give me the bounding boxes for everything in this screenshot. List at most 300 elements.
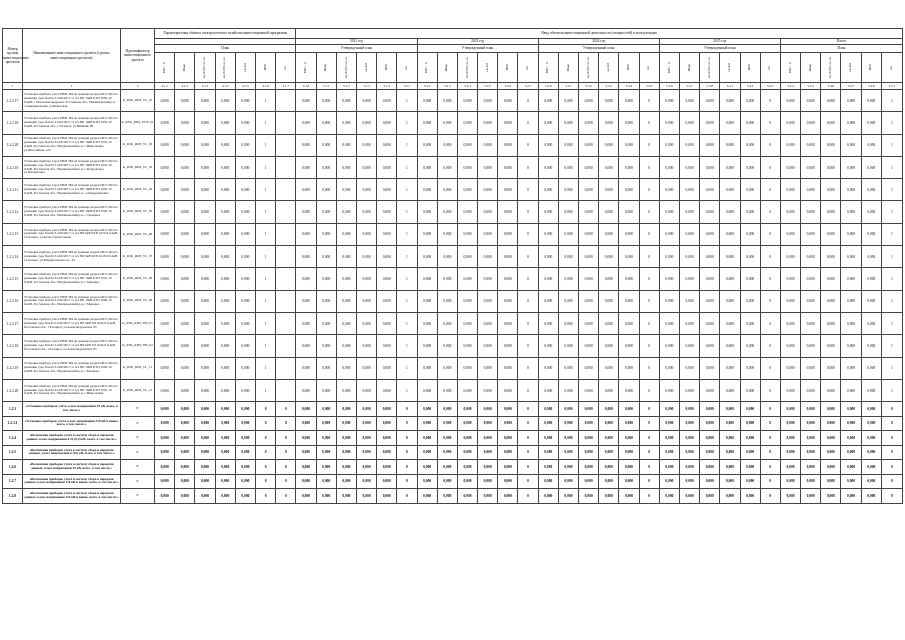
row-value: 0,000: [538, 312, 558, 334]
row-value: 0,000: [821, 246, 841, 268]
row-value: 0,000: [155, 156, 175, 178]
sub-header-label: МВт: [383, 64, 388, 71]
table-row: [3, 402, 903, 417]
row-value: 0,000: [296, 201, 316, 223]
row-value: 0,000: [377, 402, 397, 417]
row-value: 0,000: [336, 402, 356, 417]
row-value: 0,000: [356, 379, 376, 401]
row-value: 0: [639, 357, 659, 379]
row-value: 1: [881, 335, 902, 357]
row-code: 1.2.2.20: [3, 379, 23, 401]
row-value: 0,000: [215, 402, 235, 417]
row-value: 0,000: [336, 268, 356, 290]
table-row: [3, 474, 903, 489]
sub-header: [659, 53, 679, 83]
fact-label: Утвержденный план: [296, 45, 417, 53]
row-value: 0,000: [659, 246, 679, 268]
row-value: 0,000: [498, 90, 518, 112]
row-value: 0,000: [478, 112, 498, 134]
row-value: 0,000: [478, 312, 498, 334]
row-value: 0,000: [296, 134, 316, 156]
row-value: 0,000: [215, 335, 235, 357]
column-number: 5.4.4: [780, 83, 800, 90]
row-value: 0,000: [437, 112, 457, 134]
column-number: 4.1.1: [155, 83, 175, 90]
row-value: 0: [639, 431, 659, 446]
row-value: 0,000: [720, 179, 740, 201]
row-value: 0,000: [720, 201, 740, 223]
row-value: 0,000: [740, 460, 760, 475]
row-value: 0,000: [478, 416, 498, 431]
row-value: 0,000: [195, 416, 215, 431]
row-value: 0,000: [356, 335, 376, 357]
row-value: 0: [397, 416, 417, 431]
row-value: 0,000: [538, 431, 558, 446]
row-value: 0,000: [599, 268, 619, 290]
column-number: 4.1.4: [215, 83, 235, 90]
row-value: 0,000: [498, 179, 518, 201]
row-value: 1: [256, 134, 276, 156]
row-value: 0,000: [417, 179, 437, 201]
row-value: 0,000: [720, 268, 740, 290]
row-value: 0,000: [478, 445, 498, 460]
row-value: 0,000: [235, 223, 255, 245]
row-value: 0,000: [316, 489, 336, 504]
sub-header: [821, 53, 841, 83]
sub-header-label: км ЛЭП 1-го кл: [343, 56, 348, 79]
column-number: 5.2.1: [397, 83, 417, 90]
row-value: 0,000: [861, 379, 881, 401]
row-value: 0,000: [619, 112, 639, 134]
row-id: Г: [121, 416, 155, 431]
row-value: 0: [881, 416, 902, 431]
row-value: 0,000: [195, 489, 215, 504]
table-row: [3, 223, 903, 245]
row-value: 0,000: [558, 312, 578, 334]
row-value: 0,000: [377, 268, 397, 290]
row-value: 1: [256, 246, 276, 268]
row-value: 1: [881, 223, 902, 245]
row-value: 0: [256, 431, 276, 446]
row-code: 1.2.5: [3, 445, 23, 460]
row-value: 1: [397, 112, 417, 134]
row-value: 0,000: [821, 445, 841, 460]
row-value: 0,000: [538, 474, 558, 489]
row-value: 0,000: [579, 489, 599, 504]
table-row: [3, 290, 903, 312]
row-value: 0,000: [579, 112, 599, 134]
row-value: 0,000: [316, 402, 336, 417]
row-value: 0,000: [579, 223, 599, 245]
sub-header-label: км КЛ: [727, 63, 732, 72]
row-value: 0,000: [841, 474, 861, 489]
row-value: 0: [518, 134, 538, 156]
table-row: [3, 416, 903, 431]
row-value: 0: [639, 268, 659, 290]
row-id: K_RSK_RIM_VL_07: [121, 246, 155, 268]
row-value: 0,000: [437, 223, 457, 245]
row-value: 0,000: [558, 489, 578, 504]
row-value: 0,000: [478, 223, 498, 245]
table-row: [3, 460, 903, 475]
row-value: 0,000: [679, 312, 699, 334]
row-value: 0: [276, 460, 296, 475]
row-value: [276, 312, 296, 334]
row-value: 0,000: [195, 246, 215, 268]
row-value: 0,000: [801, 312, 821, 334]
row-value: 0,000: [457, 246, 477, 268]
row-code: 1.2.6: [3, 460, 23, 475]
row-value: 0,000: [296, 112, 316, 134]
row-value: 0,000: [821, 201, 841, 223]
row-value: 1: [881, 156, 902, 178]
sub-header-label: МВт: [747, 64, 752, 71]
column-number: 5.4.2: [740, 83, 760, 90]
row-value: 0,000: [437, 290, 457, 312]
row-value: 0,000: [478, 335, 498, 357]
sub-header-label: шт: [282, 65, 287, 70]
row-value: 0,000: [579, 416, 599, 431]
row-value: 0,000: [498, 402, 518, 417]
row-value: 0,000: [659, 489, 679, 504]
row-value: 0,000: [619, 489, 639, 504]
row-value: 0: [760, 402, 780, 417]
row-value: 0,000: [457, 357, 477, 379]
row-value: 0,000: [498, 134, 518, 156]
row-value: 0,000: [538, 489, 558, 504]
row-value: 0,000: [498, 431, 518, 446]
row-value: 0,000: [175, 223, 195, 245]
row-value: 0,000: [740, 223, 760, 245]
row-value: 0,000: [175, 90, 195, 112]
year-header: Итого: [780, 39, 902, 45]
row-value: 0: [760, 156, 780, 178]
row-value: 0,000: [740, 335, 760, 357]
row-value: 0,000: [821, 156, 841, 178]
row-value: 0: [639, 474, 659, 489]
row-value: 0,000: [235, 379, 255, 401]
row-value: 0,000: [155, 431, 175, 446]
row-value: 1: [881, 379, 902, 401]
row-value: 0: [760, 431, 780, 446]
row-value: 0: [518, 431, 538, 446]
row-value: 0,000: [316, 223, 336, 245]
row-value: 0,000: [155, 379, 175, 401]
row-value: 0,000: [195, 445, 215, 460]
sub-header-label: км ЛЭП 1-го кл: [464, 56, 469, 79]
row-value: 0: [760, 416, 780, 431]
table-row: [3, 379, 903, 401]
row-value: 0,000: [679, 460, 699, 475]
row-code: 1.2.2.17: [3, 90, 23, 112]
row-value: [276, 112, 296, 134]
row-code: 1.2.2.11: [3, 179, 23, 201]
row-value: 0,000: [679, 357, 699, 379]
row-value: 0,000: [619, 379, 639, 401]
row-value: 0: [639, 445, 659, 460]
row-value: 0,000: [175, 201, 195, 223]
row-value: 0,000: [175, 335, 195, 357]
row-value: 0,000: [175, 431, 195, 446]
row-value: 0: [639, 179, 659, 201]
row-value: 0,000: [478, 489, 498, 504]
row-value: 0,000: [780, 474, 800, 489]
row-value: 0,000: [599, 460, 619, 475]
row-name: Установка прибора учета РИМ 384 на границе раздела БП СОО по решению суда №А32-31416/2017 от в/ч ВЛ 10кВ КТП 1001-10 0,4кВ, Ростовская обл., Неклиновский р-н, с.Николаевка: [23, 379, 121, 401]
row-value: 0: [518, 402, 538, 417]
row-value: 0,000: [538, 357, 558, 379]
row-value: 0,000: [437, 246, 457, 268]
row-value: 0,000: [780, 379, 800, 401]
row-value: 0,000: [175, 474, 195, 489]
row-value: 0,000: [780, 156, 800, 178]
row-value: 0,000: [175, 489, 195, 504]
row-value: 0,000: [437, 90, 457, 112]
row-value: 0,000: [861, 474, 881, 489]
row-value: 0,000: [780, 90, 800, 112]
row-value: 0,000: [235, 90, 255, 112]
row-value: 0,000: [780, 335, 800, 357]
row-value: 0,000: [599, 357, 619, 379]
row-value: 0,000: [175, 156, 195, 178]
row-value: 0,000: [841, 357, 861, 379]
row-value: 0,000: [861, 112, 881, 134]
row-value: 0,000: [356, 201, 376, 223]
row-value: 0,000: [720, 90, 740, 112]
row-value: 0,000: [215, 379, 235, 401]
sub-header: [195, 53, 215, 83]
row-value: 0,000: [155, 223, 175, 245]
col-group-header: Номер группы инвестиционных проектов: [3, 29, 23, 83]
row-value: 0,000: [579, 460, 599, 475]
row-value: 0,000: [801, 179, 821, 201]
row-value: 0: [518, 416, 538, 431]
row-value: 0: [518, 246, 538, 268]
row-value: 0,000: [801, 402, 821, 417]
row-value: 0,000: [437, 335, 457, 357]
row-value: 0,000: [437, 489, 457, 504]
row-value: 0,000: [538, 179, 558, 201]
row-value: 0,000: [457, 290, 477, 312]
row-value: 0,000: [356, 156, 376, 178]
row-id: Г: [121, 460, 155, 475]
row-value: 0: [518, 357, 538, 379]
row-value: 0,000: [377, 290, 397, 312]
row-value: 0,000: [558, 379, 578, 401]
row-value: 0,000: [316, 357, 336, 379]
row-value: 0,000: [235, 156, 255, 178]
column-number: 4.1.2: [175, 83, 195, 90]
row-name: «Установка приборов учета, класс напряжения 35 кВ, всего, в том числе:»: [23, 402, 121, 417]
column-number: 4.1.6: [256, 83, 276, 90]
column-number: 4.1.3: [195, 83, 215, 90]
row-value: 0: [518, 223, 538, 245]
row-value: 0,000: [175, 357, 195, 379]
row-value: 0,000: [336, 460, 356, 475]
row-value: 0,000: [679, 179, 699, 201]
row-value: 0,000: [538, 201, 558, 223]
row-value: 0,000: [740, 402, 760, 417]
row-value: [276, 134, 296, 156]
sub-header: [478, 53, 498, 83]
column-number: 5.3.7: [679, 83, 699, 90]
sub-header: [780, 53, 800, 83]
table-row: [3, 357, 903, 379]
row-value: 0: [639, 460, 659, 475]
row-value: 0,000: [861, 335, 881, 357]
row-value: 0,000: [599, 489, 619, 504]
row-name: Установка прибора учета РИМ 384 на границе раздела БП СОО по решению суда №А32-31416/2017 от в/ч ВЛ 10кВ КТП 1019-10 0,4кВ, Ростовская обл., Неклиновский р-н, с.Николаевка, ул.Шоссейная, 124: [23, 134, 121, 156]
col-name-header: Наименование инвестиционного проекта (группы инвестиционных проектов): [23, 29, 121, 83]
row-name: «Включение приборов учета в систему сбора и передачи данных, класс напряжения 6 (10) кВ, всего, в том числе:»: [23, 445, 121, 460]
row-value: 0,000: [599, 431, 619, 446]
row-value: 1: [881, 201, 902, 223]
row-value: 1: [256, 268, 276, 290]
row-id: Г: [121, 474, 155, 489]
row-value: 0,000: [579, 246, 599, 268]
row-value: 0,000: [498, 474, 518, 489]
row-value: 0,000: [861, 290, 881, 312]
row-value: 0,000: [377, 179, 397, 201]
row-value: 0: [518, 474, 538, 489]
row-value: 0,000: [700, 268, 720, 290]
sub-header-label: МВ×А: [787, 61, 792, 74]
table-row: [3, 134, 903, 156]
row-value: 0,000: [478, 246, 498, 268]
row-value: 0,000: [175, 246, 195, 268]
row-value: 0,000: [619, 312, 639, 334]
row-value: [276, 357, 296, 379]
row-value: 0,000: [195, 156, 215, 178]
row-value: 0: [639, 112, 659, 134]
row-value: 0,000: [377, 357, 397, 379]
row-value: 0,000: [336, 489, 356, 504]
row-value: 0,000: [417, 474, 437, 489]
row-value: 0,000: [720, 489, 740, 504]
row-value: 0,000: [478, 290, 498, 312]
row-value: 0: [760, 460, 780, 475]
sub-header-label: МВ×А: [545, 61, 550, 74]
row-value: 0,000: [599, 335, 619, 357]
row-value: 0,000: [599, 112, 619, 134]
row-value: 0,000: [599, 290, 619, 312]
row-value: 0,000: [498, 416, 518, 431]
row-value: 0,000: [841, 290, 861, 312]
row-value: 0,000: [356, 445, 376, 460]
row-value: 0,000: [599, 134, 619, 156]
row-name: «Включение приборов учета в систему сбора и передачи данных, класс напряжения 35 кВ, всего, в том числе:»: [23, 460, 121, 475]
row-value: 0,000: [861, 90, 881, 112]
row-value: 0,000: [336, 312, 356, 334]
sub-header: [679, 53, 699, 83]
row-value: 0,000: [720, 223, 740, 245]
row-value: 0,000: [478, 268, 498, 290]
row-value: 0,000: [377, 460, 397, 475]
row-id: K_RSK_RIM_VL_05: [121, 201, 155, 223]
row-value: 0,000: [437, 474, 457, 489]
row-value: 0,000: [377, 416, 397, 431]
column-number: 3: [121, 83, 155, 90]
row-value: 0,000: [619, 445, 639, 460]
year-header: 2022 год: [417, 39, 538, 45]
row-value: 0,000: [316, 445, 336, 460]
row-value: 0: [518, 335, 538, 357]
row-value: 0,000: [861, 134, 881, 156]
sub-header-label: км КЛ: [605, 63, 610, 72]
year-header: 2024 год: [538, 39, 659, 45]
row-value: 0,000: [498, 379, 518, 401]
row-value: 0,000: [336, 290, 356, 312]
row-value: 0,000: [457, 402, 477, 417]
row-value: 0: [518, 268, 538, 290]
row-value: 0,000: [740, 445, 760, 460]
row-value: 1: [397, 357, 417, 379]
row-value: 0,000: [417, 431, 437, 446]
row-value: 0,000: [336, 357, 356, 379]
row-name: Установка прибора учета РИМ 384 на границе раздела БП СОО по решению суда №А32-31416/2017 от в/ч ВЛ 10кВ КТП 1005-10 0,4кВ, Ростовская обл., Неклиновский р-н, с.Троицкое: [23, 201, 121, 223]
row-value: 0,000: [679, 402, 699, 417]
row-value: 0,000: [700, 489, 720, 504]
row-value: 0,000: [235, 179, 255, 201]
row-value: 0,000: [599, 223, 619, 245]
row-value: 0,000: [801, 246, 821, 268]
row-value: 0,000: [195, 335, 215, 357]
row-value: 0,000: [720, 112, 740, 134]
sub-header: [235, 53, 255, 83]
row-value: 0,000: [175, 179, 195, 201]
row-value: 0,000: [720, 246, 740, 268]
row-value: 0,000: [700, 402, 720, 417]
row-value: 0,000: [336, 445, 356, 460]
row-value: 0,000: [579, 379, 599, 401]
row-value: 0,000: [336, 379, 356, 401]
row-value: 0,000: [599, 246, 619, 268]
sub-header-label: км ЛЭП 2-го кл: [222, 56, 227, 79]
row-value: 0,000: [599, 402, 619, 417]
row-value: 0,000: [558, 112, 578, 134]
row-value: 0,000: [740, 201, 760, 223]
row-value: 0,000: [801, 290, 821, 312]
row-value: 0,000: [195, 312, 215, 334]
row-value: 0,000: [821, 402, 841, 417]
row-value: 0,000: [558, 357, 578, 379]
column-number: 5.3.6: [659, 83, 679, 90]
row-value: 0: [760, 357, 780, 379]
row-value: 0,000: [740, 134, 760, 156]
row-value: 0,000: [679, 246, 699, 268]
column-number: 5.2.8: [538, 83, 558, 90]
row-value: 0,000: [841, 445, 861, 460]
sub-header: [175, 53, 195, 83]
row-value: 0,000: [457, 268, 477, 290]
row-value: 0: [881, 474, 902, 489]
row-value: 0,000: [821, 357, 841, 379]
row-value: 0,000: [780, 112, 800, 134]
row-value: 0,000: [195, 134, 215, 156]
row-value: 0,000: [659, 402, 679, 417]
row-name: «Включение приборов учета в систему сбора и передачи данных, класс напряжения 110 кВ и выше, всего, в том числе:»: [23, 474, 121, 489]
row-value: 0,000: [377, 312, 397, 334]
row-value: 0,000: [336, 112, 356, 134]
row-code: 1.2.2.14: [3, 246, 23, 268]
row-value: 0,000: [195, 223, 215, 245]
row-id: K_RSK_RIM_VL_11: [121, 357, 155, 379]
row-value: 0,000: [558, 90, 578, 112]
row-value: 0,000: [215, 112, 235, 134]
row-value: 0: [518, 460, 538, 475]
row-value: 0,000: [457, 201, 477, 223]
row-value: 0,000: [599, 445, 619, 460]
